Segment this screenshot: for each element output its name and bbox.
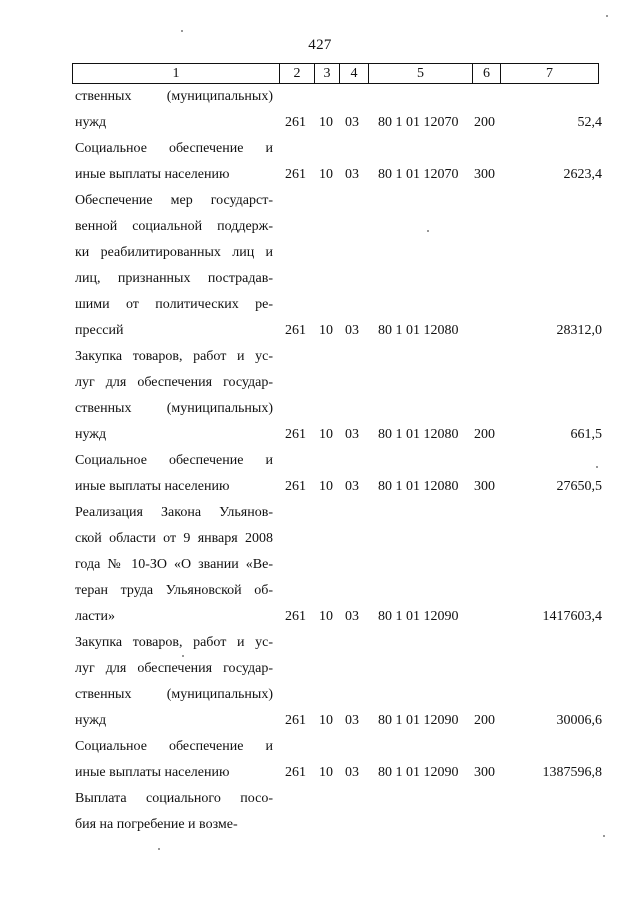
row-line <box>0 266 640 292</box>
table-row <box>0 448 640 500</box>
row-description-line: нужд <box>75 713 107 728</box>
row-line <box>0 448 640 474</box>
row-line <box>0 812 640 838</box>
col-5-value: 80 1 01 12080 <box>378 323 459 338</box>
col-4-value: 03 <box>345 427 359 442</box>
row-line <box>0 240 640 266</box>
row-line <box>0 162 640 188</box>
col-7-value: 27650,5 <box>556 479 602 494</box>
row-description-line: Социальное обеспечение и <box>75 739 273 754</box>
col-5-value: 80 1 01 12090 <box>378 765 459 780</box>
row-line <box>0 578 640 604</box>
row-line <box>0 84 640 110</box>
row-description-line: Социальное обеспечение и <box>75 453 273 468</box>
scan-speck <box>427 230 429 232</box>
scan-speck <box>596 466 598 468</box>
row-line <box>0 786 640 812</box>
col-5-value: 80 1 01 12070 <box>378 115 459 130</box>
col-5-value: 80 1 01 12090 <box>378 713 459 728</box>
page-number: 427 <box>308 37 332 53</box>
col-7-value: 661,5 <box>570 427 602 442</box>
row-description-line: теран труда Ульяновской об- <box>75 583 273 598</box>
scan-speck <box>181 30 183 32</box>
col-2-value: 261 <box>285 765 306 780</box>
row-description-line: ственных (муниципальных) <box>75 89 273 104</box>
row-description-line: лиц, признанных пострадав- <box>75 271 273 286</box>
row-description-line: шими от политических ре- <box>75 297 273 312</box>
table-row <box>0 344 640 448</box>
header-col-1: 1 <box>73 64 280 83</box>
row-line <box>0 656 640 682</box>
col-4-value: 03 <box>345 609 359 624</box>
row-line <box>0 682 640 708</box>
col-5-value: 80 1 01 12090 <box>378 609 459 624</box>
col-2-value: 261 <box>285 323 306 338</box>
col-4-value: 03 <box>345 115 359 130</box>
table-body <box>0 84 640 838</box>
header-col-6: 6 <box>473 64 501 83</box>
header-col-3: 3 <box>315 64 340 83</box>
row-description-line: ки реабилитированных лиц и <box>75 245 273 260</box>
table-row <box>0 188 640 344</box>
col-6-value: 200 <box>474 713 495 728</box>
col-7-value: 28312,0 <box>556 323 602 338</box>
col-5-value: 80 1 01 12080 <box>378 427 459 442</box>
row-line <box>0 526 640 552</box>
row-line <box>0 734 640 760</box>
table-header <box>72 63 599 84</box>
col-6-value: 300 <box>474 479 495 494</box>
row-line <box>0 604 640 630</box>
col-7-value: 1387596,8 <box>542 765 602 780</box>
row-line <box>0 630 640 656</box>
row-line <box>0 214 640 240</box>
col-5-value: 80 1 01 12080 <box>378 479 459 494</box>
row-line <box>0 760 640 786</box>
row-description-line: нужд <box>75 115 107 130</box>
row-description-line: ласти» <box>75 609 116 624</box>
col-3-value: 10 <box>319 115 333 130</box>
row-description-line: ской области от 9 января 2008 <box>75 531 273 546</box>
row-description-line: Обеспечение мер государст- <box>75 193 273 208</box>
scan-speck <box>182 655 184 657</box>
row-line <box>0 552 640 578</box>
row-description-line: нужд <box>75 427 107 442</box>
col-7-value: 30006,6 <box>556 713 602 728</box>
col-2-value: 261 <box>285 609 306 624</box>
row-description-line: ственных (муниципальных) <box>75 401 273 416</box>
scan-speck <box>158 848 160 850</box>
row-description-line: иные выплаты населению <box>75 765 230 780</box>
row-line <box>0 292 640 318</box>
col-4-value: 03 <box>345 323 359 338</box>
row-description-line: Социальное обеспечение и <box>75 141 273 156</box>
table-row <box>0 786 640 838</box>
row-line <box>0 318 640 344</box>
row-line <box>0 110 640 136</box>
scan-speck <box>606 15 608 17</box>
row-description-line: Закупка товаров, работ и ус- <box>75 349 273 364</box>
table-row <box>0 734 640 786</box>
row-description-line: иные выплаты населению <box>75 167 230 182</box>
col-4-value: 03 <box>345 167 359 182</box>
header-col-4: 4 <box>340 64 369 83</box>
row-line <box>0 474 640 500</box>
row-description-line: года № 10-ЗО «О звании «Ве- <box>75 557 273 572</box>
col-2-value: 261 <box>285 115 306 130</box>
col-6-value: 300 <box>474 167 495 182</box>
table-row <box>0 84 640 136</box>
table-row <box>0 500 640 630</box>
row-line <box>0 136 640 162</box>
table-row <box>0 136 640 188</box>
table-row <box>0 630 640 734</box>
col-6-value: 300 <box>474 765 495 780</box>
row-description-line: Реализация Закона Ульянов- <box>75 505 273 520</box>
col-3-value: 10 <box>319 479 333 494</box>
col-6-value: 200 <box>474 427 495 442</box>
row-line <box>0 500 640 526</box>
row-line <box>0 344 640 370</box>
col-3-value: 10 <box>319 427 333 442</box>
row-description-line: прессий <box>75 323 124 338</box>
row-description-line: венной социальной поддерж- <box>75 219 273 234</box>
col-4-value: 03 <box>345 479 359 494</box>
row-line <box>0 188 640 214</box>
row-description-line: луг для обеспечения государ- <box>75 375 273 390</box>
row-line <box>0 708 640 734</box>
row-description-line: Выплата социального посо- <box>75 791 273 806</box>
col-6-value: 200 <box>474 115 495 130</box>
col-7-value: 52,4 <box>577 115 602 130</box>
col-3-value: 10 <box>319 713 333 728</box>
row-description-line: Закупка товаров, работ и ус- <box>75 635 273 650</box>
col-2-value: 261 <box>285 427 306 442</box>
header-col-7: 7 <box>546 66 553 81</box>
header-col-5: 5 <box>369 64 473 83</box>
scan-speck <box>603 835 605 837</box>
row-description-line: бия на погребение и возме- <box>75 817 238 832</box>
col-2-value: 261 <box>285 167 306 182</box>
header-col-2: 2 <box>280 64 315 83</box>
col-7-value: 1417603,4 <box>542 609 602 624</box>
row-line <box>0 422 640 448</box>
col-2-value: 261 <box>285 713 306 728</box>
row-description-line: иные выплаты населению <box>75 479 230 494</box>
col-5-value: 80 1 01 12070 <box>378 167 459 182</box>
col-3-value: 10 <box>319 167 333 182</box>
col-2-value: 261 <box>285 479 306 494</box>
row-line <box>0 370 640 396</box>
col-7-value: 2623,4 <box>563 167 602 182</box>
col-4-value: 03 <box>345 713 359 728</box>
col-3-value: 10 <box>319 323 333 338</box>
col-3-value: 10 <box>319 609 333 624</box>
row-description-line: ственных (муниципальных) <box>75 687 273 702</box>
col-4-value: 03 <box>345 765 359 780</box>
row-line <box>0 396 640 422</box>
row-description-line: луг для обеспечения государ- <box>75 661 273 676</box>
col-3-value: 10 <box>319 765 333 780</box>
